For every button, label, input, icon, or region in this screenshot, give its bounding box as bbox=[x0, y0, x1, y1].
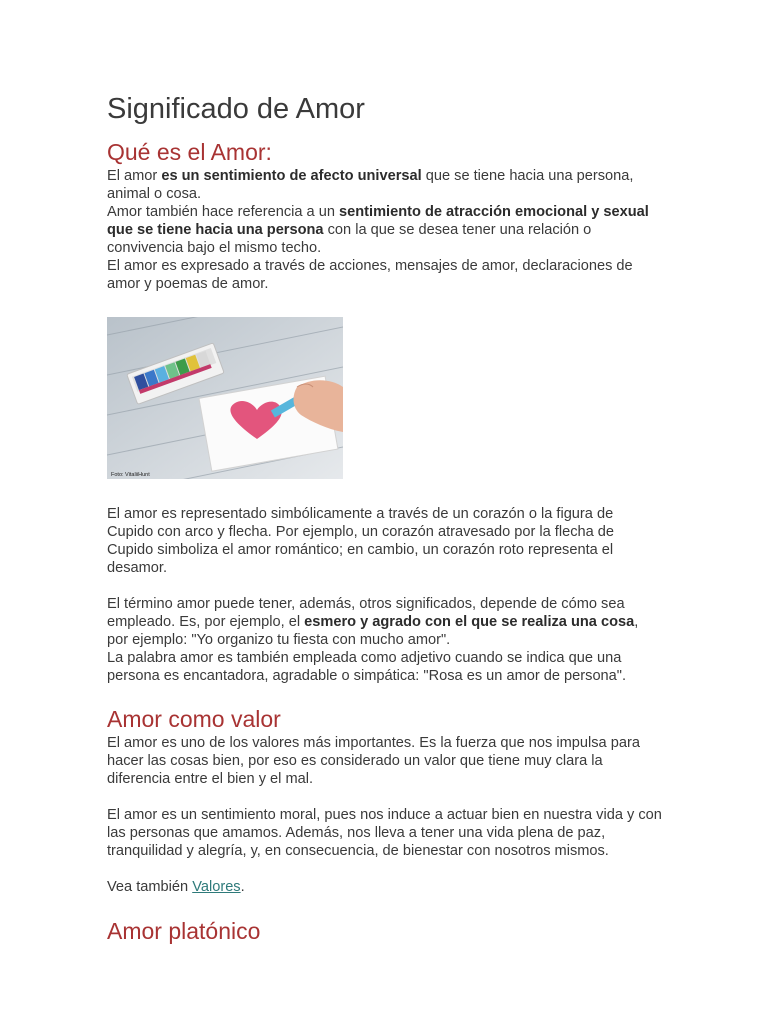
paragraph: La palabra amor es también empleada como adjetivo cuando se indica que una persona es encantadora, agradable o simpática: "Rosa es un amor de persona". bbox=[107, 650, 627, 684]
document-page bbox=[107, 90, 663, 946]
bold-text: es un sentimiento de afecto universal bbox=[161, 168, 422, 184]
bold-text: sentimiento de atracción emocional y sexual que se tiene hacia una persona bbox=[107, 204, 649, 238]
paragraph bbox=[107, 595, 663, 649]
paragraph: El amor es representado simbólicamente a través de un corazón o la figura de Cupido con arco y flecha. Por ejemplo, un corazón atravesado por la flecha de Cupido simboliza el amor romántico; en cambio, un corazón roto representa el desamor. bbox=[107, 506, 615, 576]
paragraph: El amor es uno de los valores más importantes. Es la fuerza que nos impulsa para hacer las cosas bien, por eso es considerado un valor que tiene muy clara la diferencia entre el bien y el mal. bbox=[107, 735, 640, 787]
paragraph bbox=[107, 203, 663, 257]
section-heading-platonico: Amor platónico bbox=[107, 918, 261, 944]
bold-text: esmero y agrado con el que se realiza una cosa bbox=[304, 614, 635, 630]
photo-illustration bbox=[107, 317, 343, 479]
photo-credit: Foto: VitaliiHunt bbox=[111, 472, 150, 478]
valores-link[interactable]: Valores bbox=[192, 879, 241, 895]
section-heading-valor: Amor como valor bbox=[107, 706, 281, 732]
text-span: . bbox=[240, 879, 245, 895]
paragraph: El amor es expresado a través de acciones, mensajes de amor, declaraciones de amor y poemas de amor. bbox=[107, 258, 633, 292]
paragraph: El amor es un sentimiento moral, pues nos induce a actuar bien en nuestra vida y con las personas que amamos. Además, nos lleva a tener una vida plena de paz, tranquilidad y alegría, y, en consecuencia, de bienestar con nosotros mismos. bbox=[107, 807, 662, 859]
paragraph bbox=[107, 167, 663, 203]
text-span: que se tiene hacia una persona, animal o cosa. bbox=[107, 168, 634, 202]
text-span: Vea también bbox=[107, 879, 193, 895]
text-span: Amor también hace referencia a un bbox=[107, 204, 340, 220]
text-span: , por ejemplo: "Yo organizo tu fiesta con mucho amor". bbox=[107, 614, 639, 648]
page-title: Significado de Amor bbox=[107, 93, 365, 125]
text-span: con la que se desea tener una relación o convivencia bajo el mismo techo. bbox=[107, 222, 592, 256]
see-also bbox=[107, 878, 663, 896]
text-span: El término amor puede tener, además, otros significados, depende de cómo sea empleado. Es, por ejemplo, el bbox=[107, 596, 625, 630]
section-heading-que-es: Qué es el Amor: bbox=[107, 139, 272, 165]
text-span: El amor bbox=[107, 168, 162, 184]
love-heart-photo bbox=[107, 317, 343, 479]
